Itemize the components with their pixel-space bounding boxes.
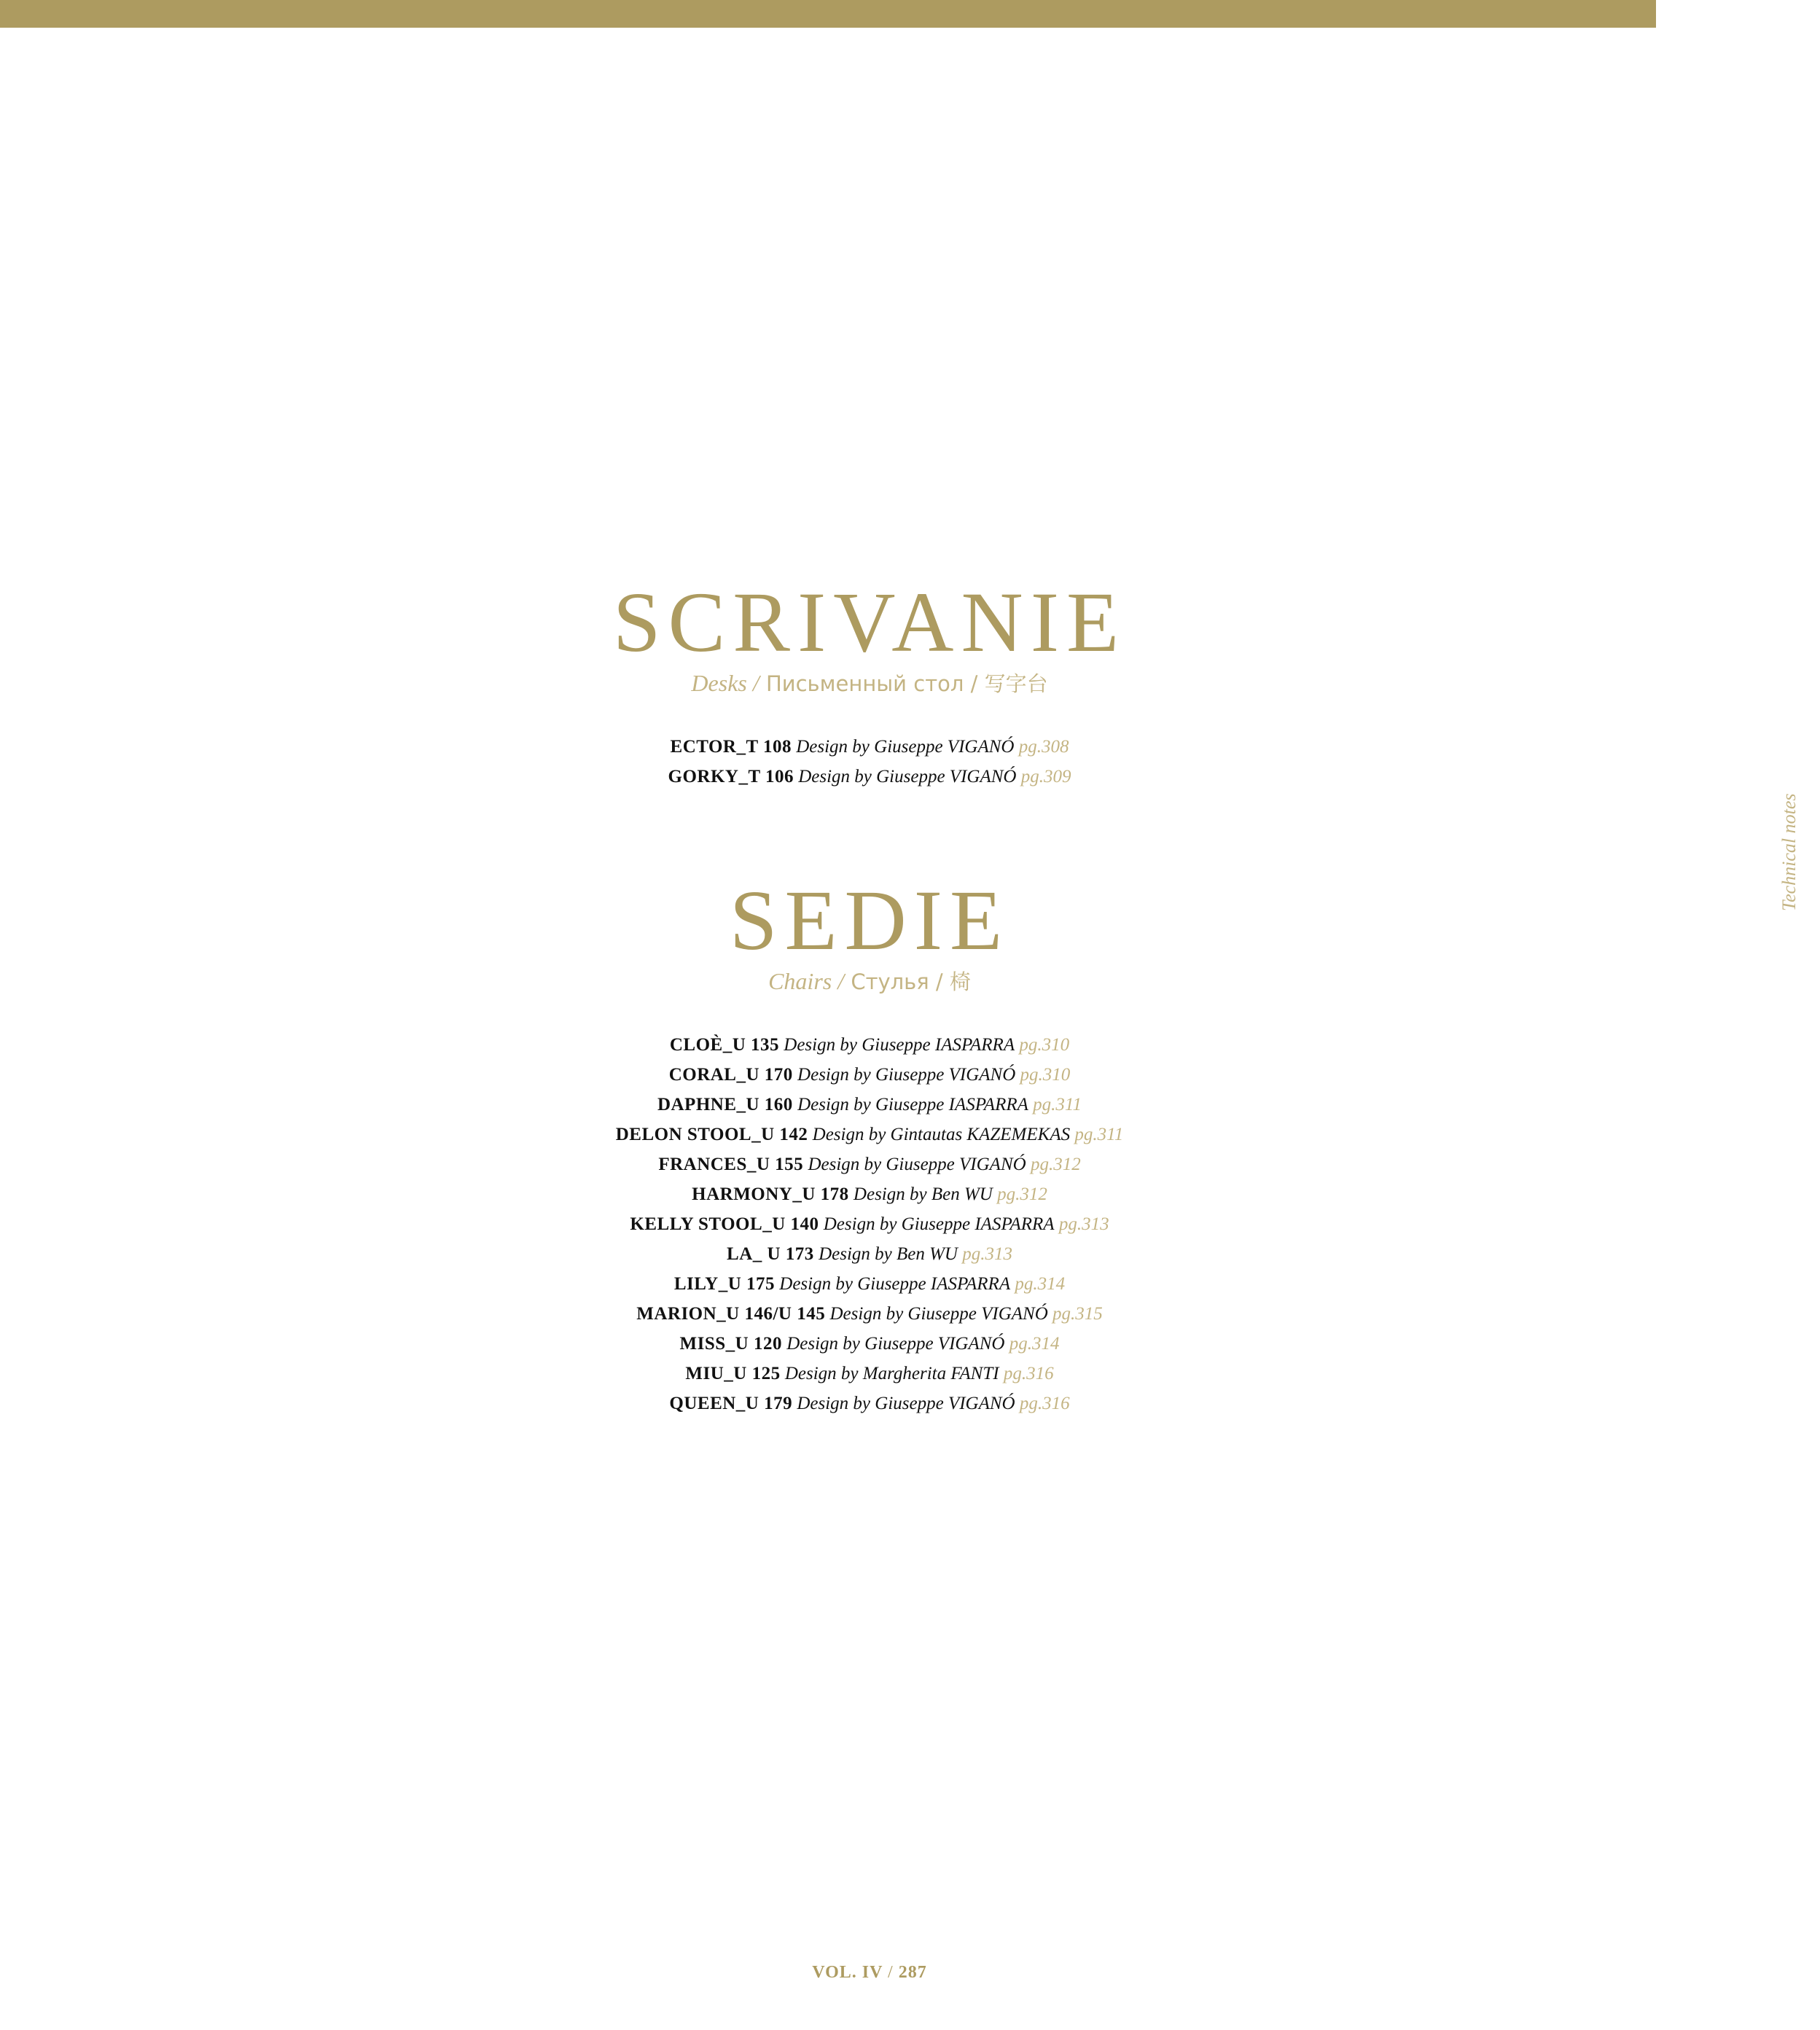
product-code: MARION_U 146/U 145 [636, 1304, 826, 1324]
product-code-suffix: _U 140 [762, 1214, 819, 1234]
desks-subheading-translations: Письменный стол / 写字台 [759, 671, 1048, 696]
product-designer: Design by Giuseppe VIGANÓ [808, 1155, 1026, 1174]
product-entry [0, 1389, 1739, 1418]
product-designer: Design by Giuseppe VIGANÓ [797, 1065, 1016, 1085]
product-page-ref: pg.316 [1019, 1394, 1070, 1413]
product-code: GORKY_T 106 [668, 767, 794, 786]
product-code: FRANCES_U 155 [658, 1155, 804, 1174]
product-code: DELON [615, 1125, 687, 1144]
product-code: HARMONY_U 178 [692, 1184, 849, 1204]
product-designer: Design by Giuseppe IASPARRA [823, 1214, 1055, 1234]
desks-subheading-latin: Desks / [691, 670, 759, 696]
chairs-subheading-translations: Стулья / 椅 [844, 969, 971, 994]
product-page-ref: pg.313 [962, 1244, 1012, 1264]
product-entry [0, 1299, 1739, 1329]
chairs-section [0, 872, 1739, 1418]
product-page-ref: pg.310 [1019, 1035, 1070, 1055]
product-entry [0, 1149, 1739, 1179]
product-code: CLOÈ_U 135 [669, 1035, 780, 1055]
product-entry [0, 1120, 1739, 1149]
desks-heading: SCRIVANIE [612, 574, 1127, 670]
product-code: DAPHNE_U 160 [657, 1095, 793, 1114]
desks-section [0, 574, 1739, 792]
product-page-ref: pg.313 [1058, 1214, 1109, 1234]
product-designer: Design by Giuseppe VIGANÓ [798, 767, 1017, 786]
footer-volume: VOL. IV [812, 1963, 883, 1982]
product-designer: Design by Giuseppe IASPARRA [797, 1095, 1028, 1114]
product-page-ref: pg.309 [1020, 767, 1071, 786]
product-page-ref: pg.308 [1018, 737, 1069, 757]
product-page-ref: pg.316 [1003, 1364, 1054, 1383]
product-designer: Design by Ben WU [819, 1244, 958, 1264]
side-note-technical-notes: Technical notes [1778, 793, 1800, 911]
product-designer: Design by Giuseppe VIGANÓ [786, 1334, 1005, 1354]
product-entry [0, 1090, 1739, 1120]
product-designer: Design by Margherita FANTI [784, 1364, 999, 1383]
top-accent-bar [0, 0, 1656, 28]
product-designer: Design by Ben WU [853, 1184, 993, 1204]
product-code: ECTOR_T 108 [670, 737, 792, 757]
product-entry [0, 1209, 1739, 1239]
product-designer: Design by Gintautas KAZEMEKAS [812, 1125, 1071, 1144]
product-code: MIU_U 125 [685, 1364, 781, 1383]
product-code-variant: STOOL [687, 1125, 752, 1144]
product-code: MISS_U 120 [679, 1334, 782, 1354]
desks-subheading [0, 668, 1739, 698]
footer-separator: / [888, 1963, 894, 1982]
product-code: KELLY [630, 1214, 698, 1234]
product-designer: Design by Giuseppe VIGANÓ [796, 737, 1015, 757]
product-code: LILY_U 175 [673, 1274, 776, 1294]
product-entry [0, 732, 1739, 762]
product-designer: Design by Giuseppe IASPARRA [784, 1035, 1015, 1055]
product-entry [0, 1269, 1739, 1299]
product-page-ref: pg.314 [1015, 1274, 1066, 1294]
page-footer [0, 1963, 1739, 1983]
product-code-suffix: _U 142 [751, 1125, 808, 1144]
product-page-ref: pg.314 [1009, 1334, 1060, 1354]
product-designer: Design by Giuseppe VIGANÓ [829, 1304, 1048, 1324]
product-page-ref: pg.315 [1052, 1304, 1103, 1324]
product-code: LA_ U 173 [727, 1244, 814, 1264]
product-entry [0, 1239, 1739, 1269]
product-entry [0, 1359, 1739, 1389]
chairs-subheading-latin: Chairs / [768, 968, 845, 994]
product-page-ref: pg.311 [1074, 1125, 1124, 1144]
product-code-variant: STOOL [698, 1214, 763, 1234]
footer-page-number: 287 [898, 1963, 927, 1982]
product-code: CORAL_U 170 [668, 1065, 793, 1085]
product-entry [0, 1060, 1739, 1090]
product-entry [0, 1329, 1739, 1359]
chairs-list [0, 1030, 1739, 1418]
chairs-heading: SEDIE [729, 872, 1010, 968]
product-designer: Design by Giuseppe IASPARRA [779, 1274, 1011, 1294]
product-entry [0, 1030, 1739, 1060]
product-entry [0, 762, 1739, 792]
product-designer: Design by Giuseppe VIGANÓ [797, 1394, 1015, 1413]
desks-list [0, 732, 1739, 792]
product-page-ref: pg.310 [1020, 1065, 1071, 1085]
product-page-ref: pg.312 [997, 1184, 1047, 1204]
product-page-ref: pg.311 [1033, 1095, 1082, 1114]
product-page-ref: pg.312 [1030, 1155, 1081, 1174]
product-code: QUEEN_U 179 [669, 1394, 793, 1413]
chairs-subheading [0, 967, 1739, 996]
product-entry [0, 1179, 1739, 1209]
